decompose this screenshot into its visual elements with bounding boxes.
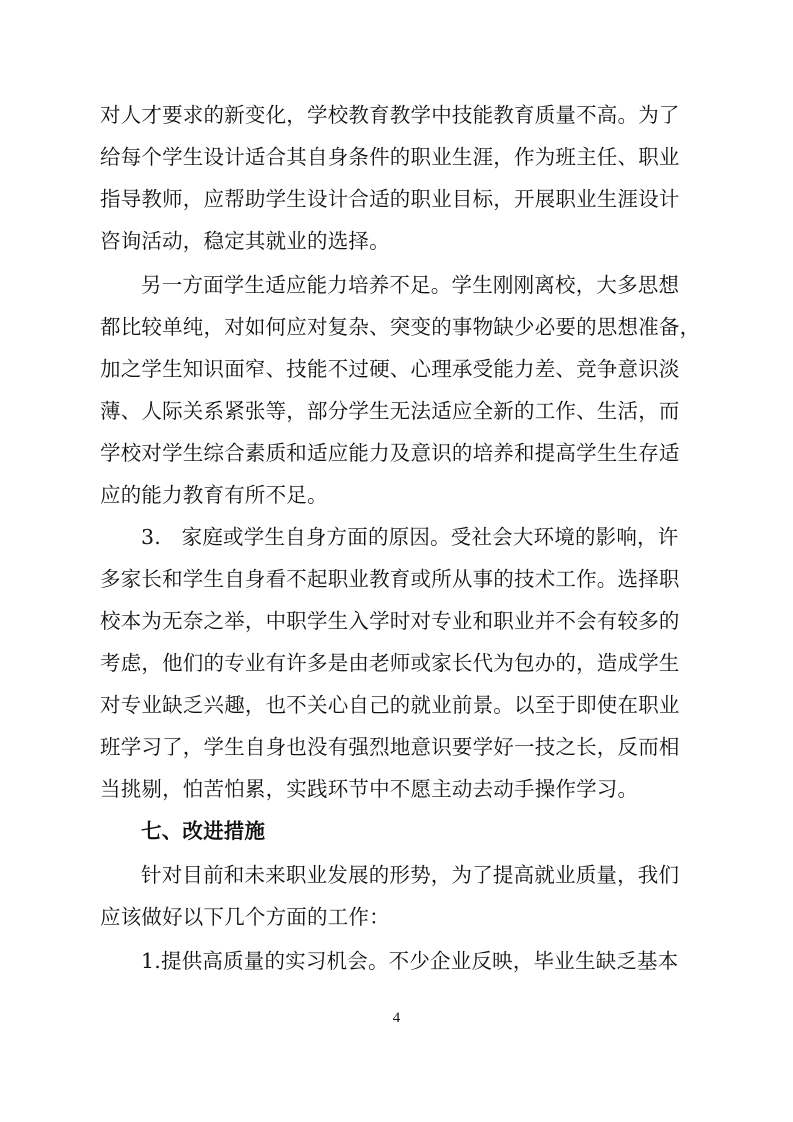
text-line: 1.提供高质量的实习机会。不少企业反映，毕业生缺乏基本 — [141, 949, 679, 973]
text-line: 当挑剔，怕苦怕累，实践环节中不愿主动去动手操作学习。 — [100, 777, 639, 801]
text-line: 多家长和学生自身看不起职业教育或所从事的技术工作。选择职 — [100, 567, 680, 591]
text-line: 班学习了，学生自身也没有强烈地意识要学好一技之长，反而相 — [100, 735, 680, 759]
text-line: 校本为无奈之举，中职学生入学时对专业和职业并不会有较多的 — [100, 609, 680, 633]
text-line: 加之学生知识面窄、技能不过硬、心理承受能力差、竞争意识淡 — [100, 357, 680, 381]
text-line: 应的能力教育有所不足。 — [100, 483, 328, 507]
text-line: 对人才要求的新变化，学校教育教学中技能教育质量不高。为了 — [100, 103, 680, 127]
page-number: 4 — [392, 1010, 401, 1026]
text-line: 咨询活动，稳定其就业的选择。 — [100, 229, 390, 253]
text-line: 给每个学生设计适合其自身条件的职业生涯，作为班主任、职业 — [100, 145, 680, 169]
section-heading: 七、改进措施 — [141, 819, 266, 843]
text-line: 应该做好以下几个方面的工作： — [100, 905, 390, 929]
text-line: 另一方面学生适应能力培养不足。学生刚刚离校，大多思想 — [141, 273, 680, 297]
text-line: 3. 家庭或学生自身方面的原因。受社会大环境的影响，许 — [141, 525, 679, 549]
text-line: 对专业缺乏兴趣，也不关心自己的就业前景。以至于即使在职业 — [100, 693, 680, 717]
text-line: 学校对学生综合素质和适应能力及意识的培养和提高学生生存适 — [100, 441, 680, 465]
text-line: 都比较单纯，对如何应对复杂、突变的事物缺少必要的思想准备， — [100, 315, 701, 339]
text-line: 薄、人际关系紧张等，部分学生无法适应全新的工作、生活，而 — [100, 399, 680, 423]
text-line: 指导教师，应帮助学生设计合适的职业目标，开展职业生涯设计 — [100, 187, 680, 211]
text-line: 针对目前和未来职业发展的形势，为了提高就业质量，我们 — [141, 863, 680, 887]
text-line: 考虑，他们的专业有许多是由老师或家长代为包办的，造成学生 — [100, 651, 680, 675]
